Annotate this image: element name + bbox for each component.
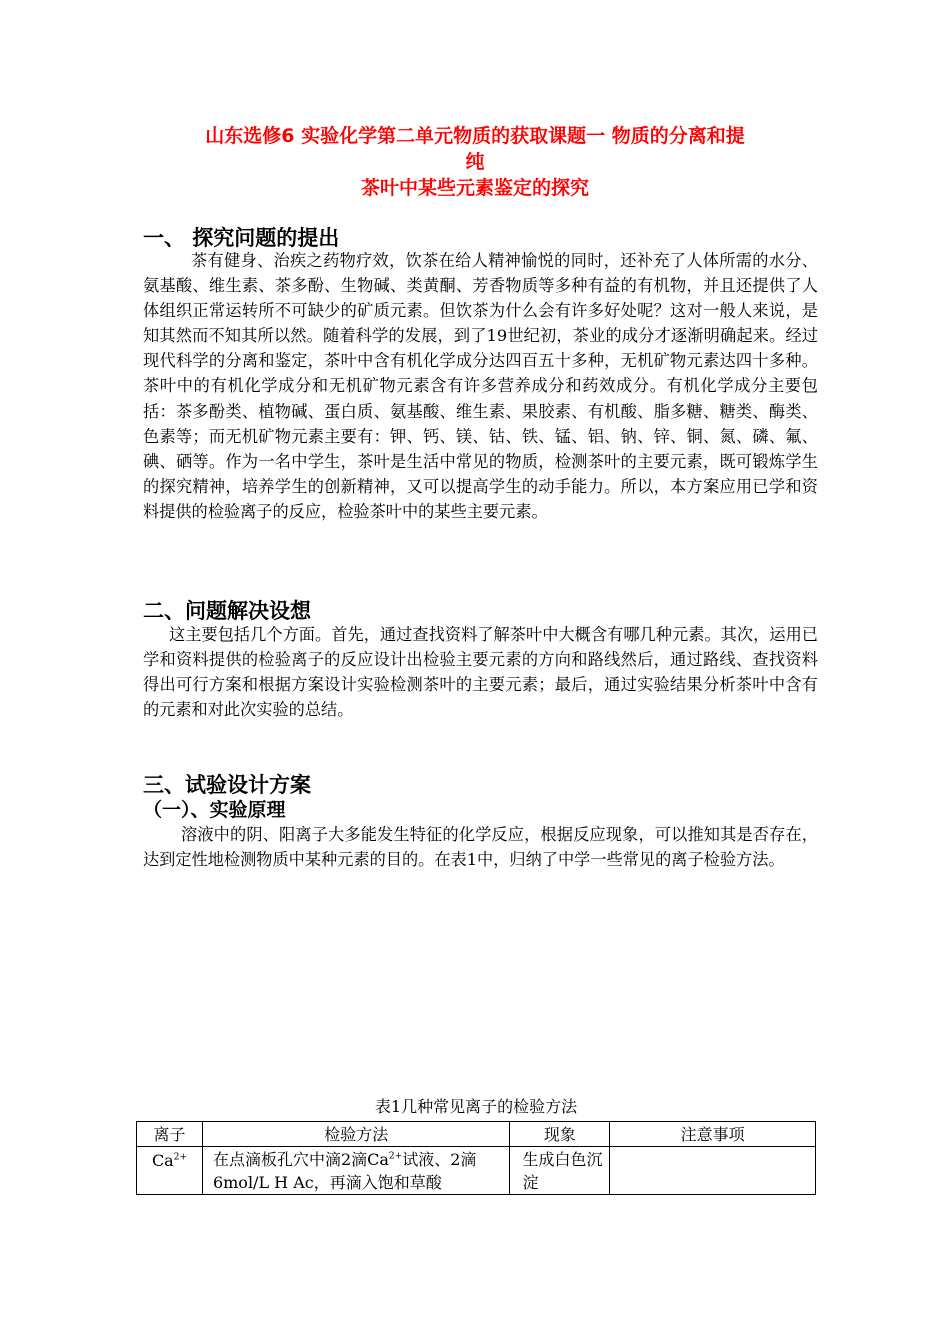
- cell-notes: [610, 1147, 816, 1195]
- title-line-3: 茶叶中某些元素鉴定的探究: [360, 177, 589, 199]
- header-notes: 注意事项: [610, 1122, 816, 1147]
- table-header-row: [137, 1122, 816, 1147]
- section-2-heading: 二、问题解决设想: [143, 599, 311, 623]
- ion-charge: 2+: [173, 1152, 187, 1163]
- section-1-body: 茶有健身、治疾之药物疗效，饮茶在给人精神愉悦的同时，还补充了人体所需的水分、氨基酸、维生素、茶多酚、生物碱、类黄酮、芳香物质等多种有益的有机物，并且还提供了人体组织正常运转所不可缺少的矿质元素。但饮茶为什么会有许多好处呢？这对一般人来说，是知其然而不知其所以然。随着科学的发展，到了19世纪初，茶业的成分才逐渐明确起来。经过现代科学的分离和鉴定，茶叶中含有机化学成分达四百五十多种，无机矿物元素达四十多种。茶叶中的有机化学成分和无机矿物元素含有许多营养成分和药效成分。有机化学成分主要包括：茶多酚类、植物碱、蛋白质、氨基酸、维生素、果胶素、有机酸、脂多糖、糖类、酶类、色素等；而无机矿物元素主要有：钾、钙、镁、钴、铁、锰、铝、钠、锌、铜、氮、磷、氟、碘、硒等。作为一名中学生，茶叶是生活中常见的物质，检测茶叶的主要元素，既可锻炼学生的探究精神，培养学生的创新精神，又可以提高学生的动手能力。所以，本方案应用已学和资料提供的检验离子的反应，检验茶叶中的某些主要元素。: [143, 251, 818, 521]
- header-phenomenon: 现象: [510, 1122, 610, 1147]
- section-3-body: 溶液中的阴、阳离子大多能发生特征的化学反应，根据反应现象，可以推知其是否存在，达到定性地检测物质中某种元素的目的。在表1中，归纳了中学一些常见的离子检验方法。: [143, 825, 818, 870]
- header-ion: 离子: [137, 1122, 203, 1147]
- title-line-2: 纯: [465, 151, 485, 173]
- title-line-1: 山东选修6 实验化学第二单元物质的获取课题一 物质的分离和提: [205, 125, 745, 147]
- ion-test-table: [136, 1121, 816, 1195]
- document-title: [140, 123, 810, 201]
- method-text-b: 试液、2滴6mol/L H Ac，再滴入饱和草酸: [212, 1150, 477, 1192]
- section-3-subheading: （一）、实验原理: [143, 799, 286, 821]
- method-text-a: 在点滴板孔穴中滴2滴Ca: [212, 1150, 389, 1169]
- section-1-heading: 一、 探究问题的提出: [143, 226, 340, 250]
- table-caption: 表1几种常见离子的检验方法: [374, 1097, 578, 1116]
- header-method: 检验方法: [202, 1122, 510, 1147]
- cell-method: [202, 1147, 510, 1195]
- section-2-body: 这主要包括几个方面。首先，通过查找资料了解茶叶中大概含有哪几种元素。其次，运用已学和资料提供的检验离子的反应设计出检验主要元素的方向和路线然后，通过路线、查找资料得出可行方案和根据方案设计实验检测茶叶的主要元素；最后，通过实验结果分析茶叶中含有的元素和对此次实验的总结。: [143, 625, 818, 720]
- method-charge: 2+: [388, 1151, 403, 1162]
- cell-phenomenon: 生成白色沉淀: [510, 1147, 610, 1195]
- ion-symbol: Ca: [151, 1151, 174, 1170]
- table-row: [137, 1147, 816, 1195]
- section-3-heading: 三、试验设计方案: [143, 773, 311, 797]
- cell-ion: [137, 1147, 203, 1195]
